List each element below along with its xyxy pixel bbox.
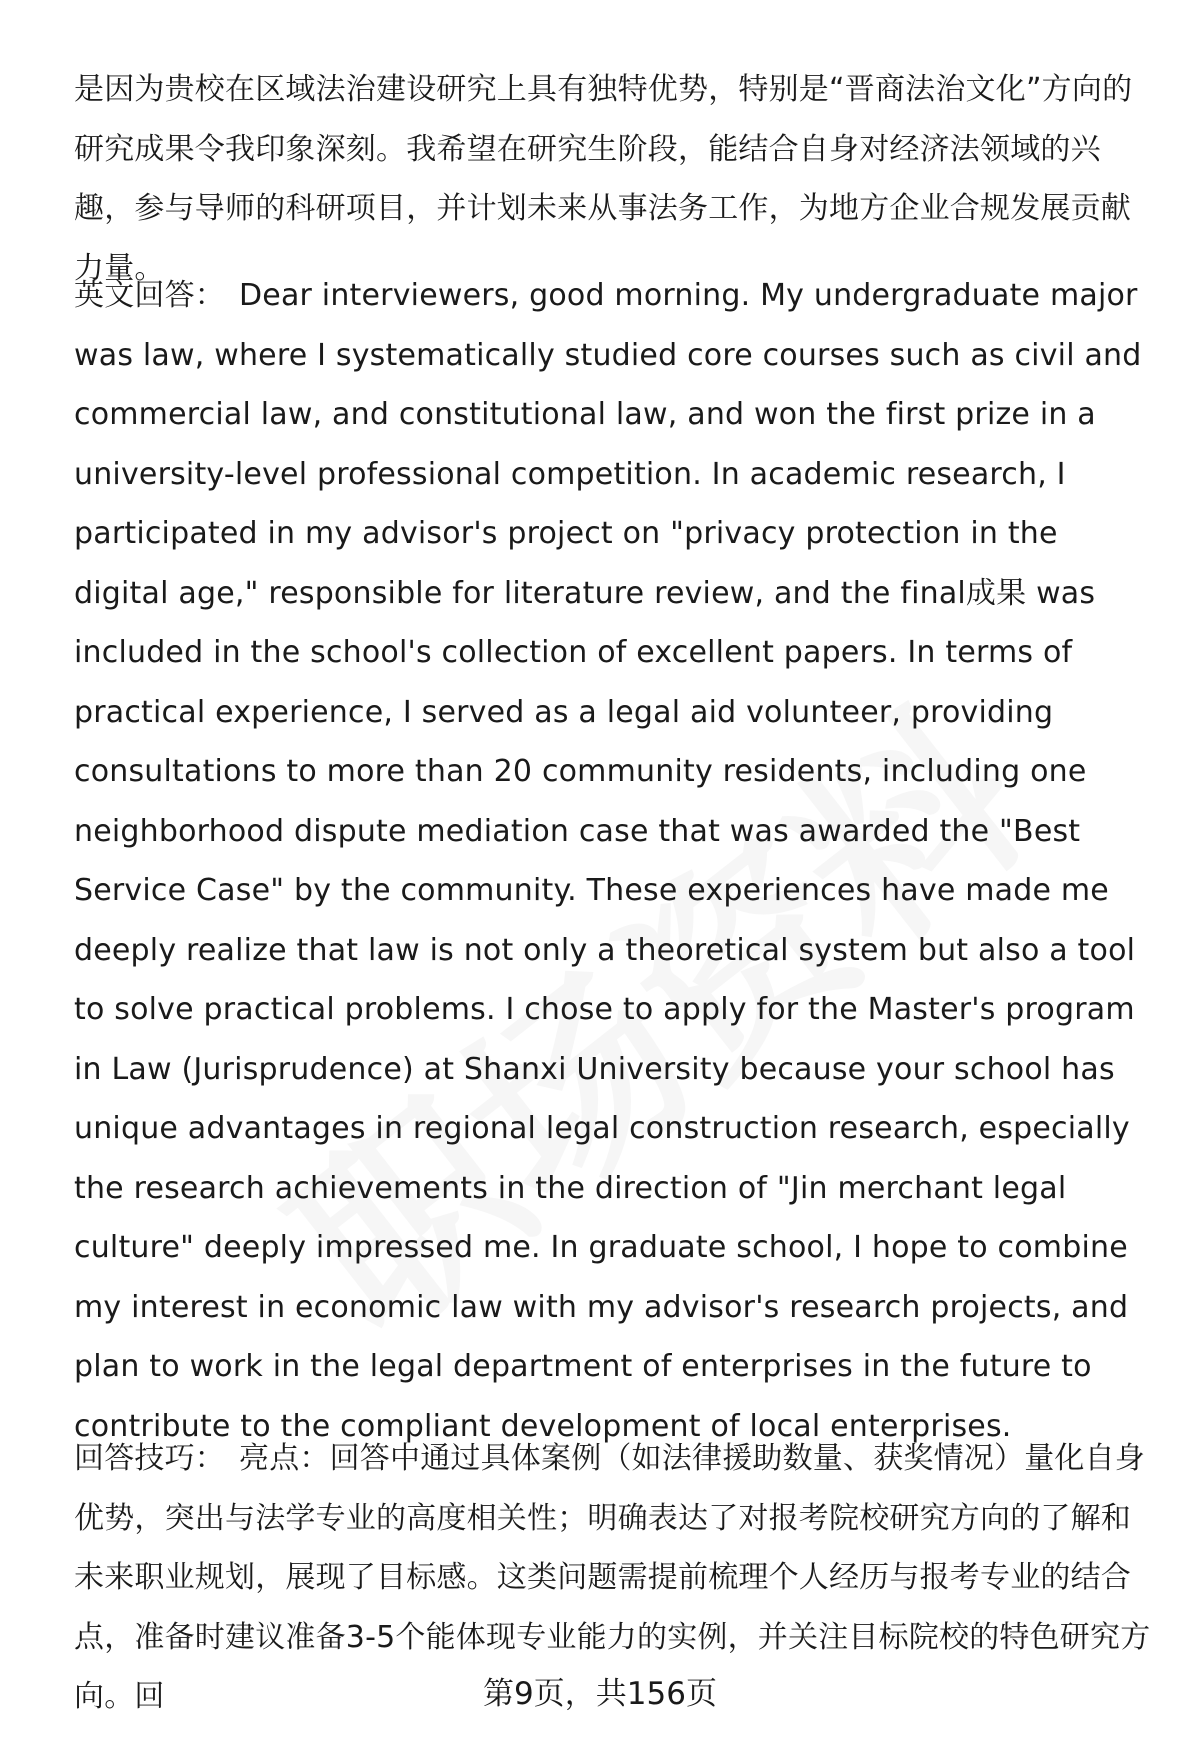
answer-tips-text: 亮点：回答中通过具体案例（如法律援助数量、获奖情况）量化自身优势，突出与法学专业的高度相关性；明确表达了对报考院校研究方向的了解和未来职业规划，展现了目标感。这类问题需提前梳理个人经历与报考专业的结合点，准备时建议准备3-5个能体现专业能力的实例，并关注目标院校的特色研究方向。回 xyxy=(74,1441,1151,1714)
page-number-footer: 第9页，共156页 xyxy=(483,1676,717,1712)
english-answer-label: 英文回答： xyxy=(74,278,225,313)
continued-paragraph: 是因为贵校在区域法治建设研究上具有独特优势，特别是“晋商法治文化”方向的研究成果令我印象深刻。我希望在研究生阶段，能结合自身对经济法领域的兴趣，参与导师的科研项目，并计划未来从事法务工作，为地方企业合规发展贡献力量。 xyxy=(74,72,1133,286)
english-answer-paragraph xyxy=(74,266,1156,1456)
english-answer-text: Dear interviewers, good morning. My undergraduate major was law, where I systematically studied core courses such as civil and commercial law, and constitutional law, and won the first prize in a university-level professional competition. In academic research, I participated in my advisor's project on "privacy protection in the digital age," responsible for literature review, and the final成果 was included in the school's collection of excellent papers. In terms of practical experience, I served as a legal aid volunteer, providing consultations to more than 20 community residents, including one neighborhood dispute mediation case that was awarded the "Best Service Case" by the community. These experiences have made me deeply realize that law is not only a theoretical system but also a tool to solve practical problems. I chose to apply for the Master's program in Law (Jurisprudence) at Shanxi University because your school has unique advantages in regional legal construction research, especially the research achievements in the direction of "Jin merchant legal culture" deeply impressed me. In graduate school, I hope to combine my interest in economic law with my advisor's research projects, and plan to work in the legal department of enterprises in the future to contribute to the compliant development of local enterprises. xyxy=(74,278,1142,1444)
answer-tips-label: 回答技巧： xyxy=(74,1441,225,1476)
